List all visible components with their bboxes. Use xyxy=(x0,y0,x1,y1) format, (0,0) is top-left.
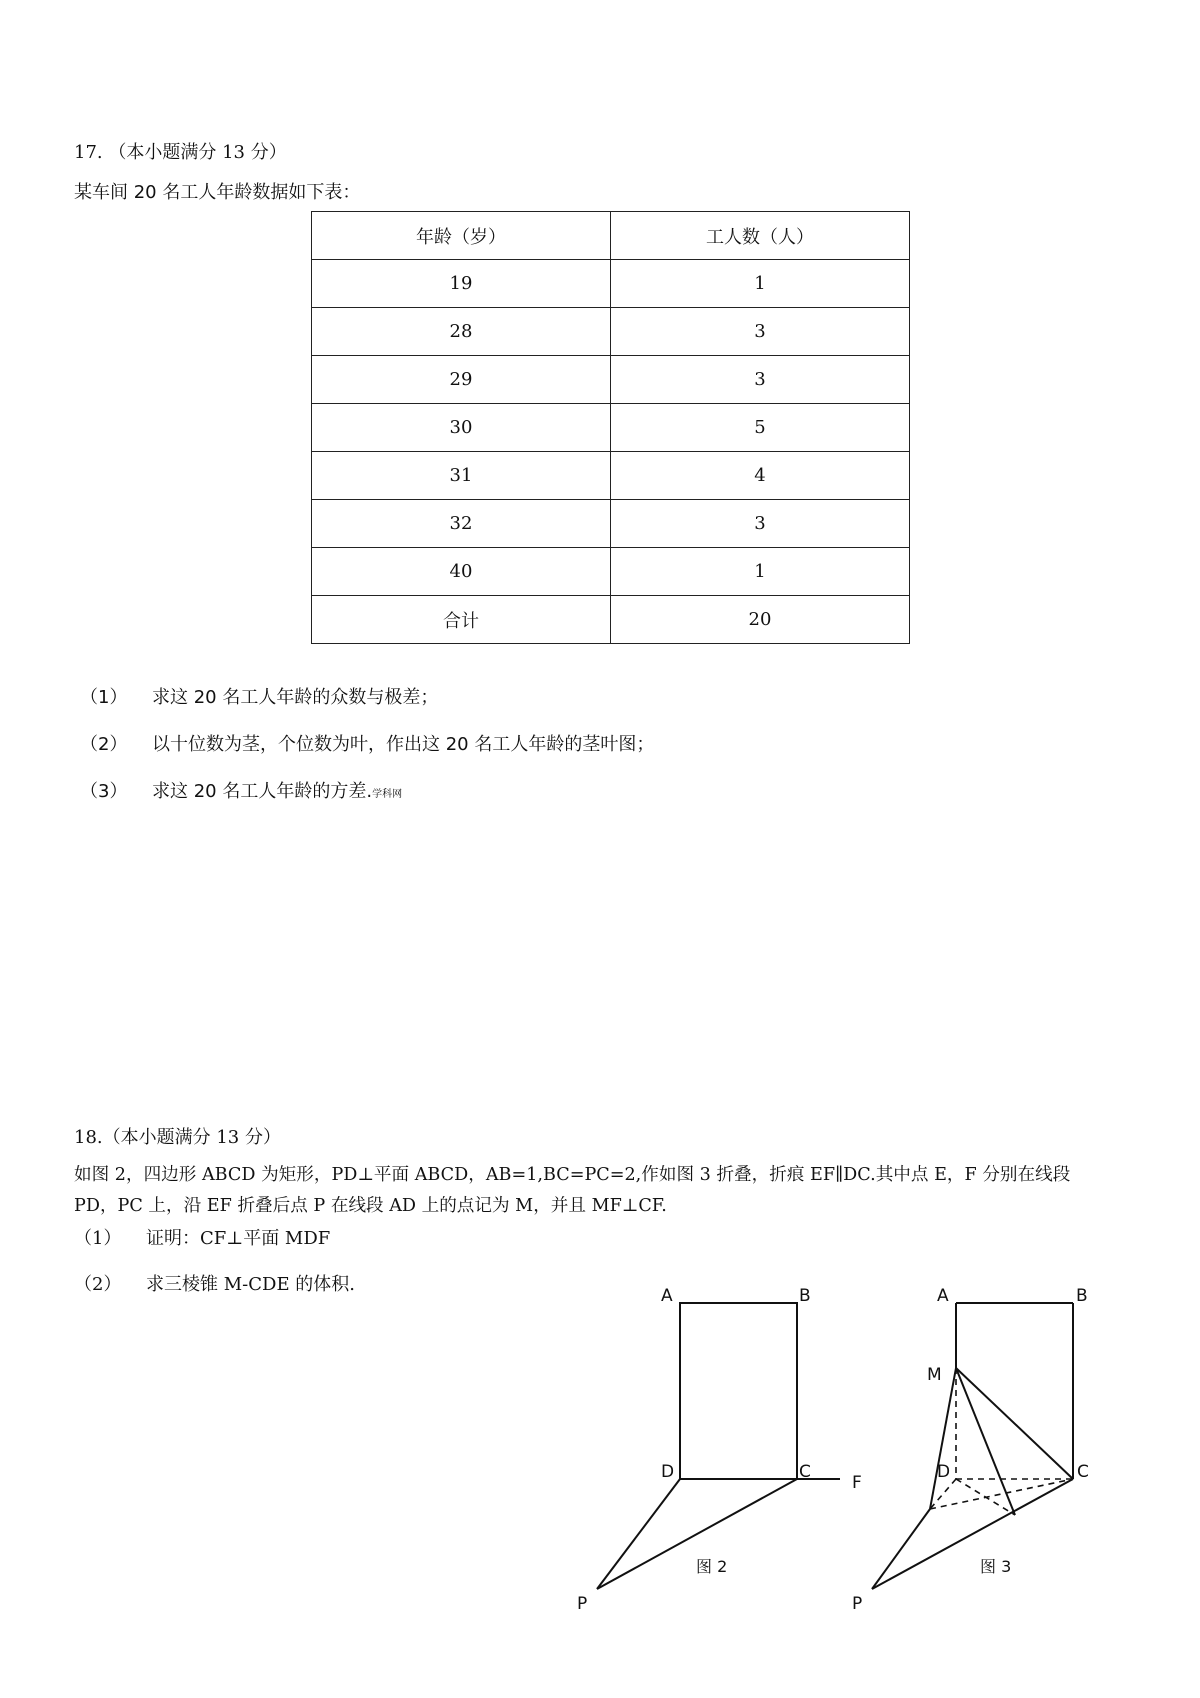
label-a: A xyxy=(661,1286,673,1306)
q17-header: 17. （本小题满分 13 分） xyxy=(74,142,287,163)
part-number: （1） xyxy=(74,1228,122,1249)
part-number: （2） xyxy=(74,1274,122,1295)
part-text: 求这 20 名工人年龄的方差. xyxy=(152,781,373,802)
line-dp xyxy=(597,1479,680,1589)
table-cell-count: 1 xyxy=(611,260,910,308)
table-header-age: 年龄（岁） xyxy=(312,212,611,260)
label-m: M xyxy=(927,1365,942,1385)
label-d: D xyxy=(937,1462,951,1482)
table-cell-age: 29 xyxy=(312,356,611,404)
table-cell-age: 19 xyxy=(312,260,611,308)
table-cell-age: 31 xyxy=(312,452,611,500)
line-ep xyxy=(872,1509,930,1589)
table-cell-count: 3 xyxy=(611,356,910,404)
table-cell-count: 3 xyxy=(611,500,910,548)
table-cell-age: 30 xyxy=(312,404,611,452)
label-p: P xyxy=(577,1594,588,1614)
figure-3-labels xyxy=(852,1286,1089,1614)
figure-2-caption: 图 2 xyxy=(696,1557,728,1576)
rectangle-abcd xyxy=(680,1303,797,1479)
table-cell-age: 28 xyxy=(312,308,611,356)
figure-3 xyxy=(872,1303,1073,1589)
watermark-text: 学科网 xyxy=(372,789,403,800)
label-c: C xyxy=(799,1462,811,1482)
part-number: （2） xyxy=(80,734,128,755)
label-d: D xyxy=(661,1462,675,1482)
q18-statement-line1: 如图 2，四边形 ABCD 为矩形，PD⊥平面 ABCD，AB=1,BC=PC=2,作如图 3 折叠，折痕 EF∥DC.其中点 E，F 分别在线段 xyxy=(74,1165,1071,1185)
table-cell-total-value: 20 xyxy=(611,596,910,644)
label-b: B xyxy=(1076,1286,1088,1306)
q18-statement-line2: PD，PC 上，沿 EF 折叠后点 P 在线段 AD 上的点记为 M，并且 MF⊥CF. xyxy=(74,1196,667,1216)
figure-2 xyxy=(597,1303,840,1589)
label-a: A xyxy=(937,1286,949,1306)
part-text: 求三棱锥 M-CDE 的体积. xyxy=(146,1274,356,1295)
label-f: F xyxy=(852,1473,862,1493)
q18-header: 18.（本小题满分 13 分） xyxy=(74,1127,281,1148)
line-mc xyxy=(956,1368,1073,1479)
figure-2-labels xyxy=(577,1286,862,1614)
part-number: （3） xyxy=(80,781,128,802)
q17-intro: 某车间 20 名工人年龄数据如下表： xyxy=(74,182,361,203)
table-cell-count: 4 xyxy=(611,452,910,500)
table-cell-count: 3 xyxy=(611,308,910,356)
part-text: 证明：CF⊥平面 MDF xyxy=(146,1228,331,1249)
table-cell-age: 40 xyxy=(312,548,611,596)
table-cell-age: 32 xyxy=(312,500,611,548)
part-text: 求这 20 名工人年龄的众数与极差； xyxy=(152,687,439,708)
label-p: P xyxy=(852,1594,863,1614)
label-c: C xyxy=(1077,1462,1089,1482)
line-me xyxy=(930,1368,956,1509)
table-cell-count: 5 xyxy=(611,404,910,452)
figure-3-caption: 图 3 xyxy=(980,1557,1012,1576)
table-header-count: 工人数（人） xyxy=(611,212,910,260)
part-number: （1） xyxy=(80,687,128,708)
line-cp xyxy=(872,1479,1073,1589)
table-cell-count: 1 xyxy=(611,548,910,596)
label-b: B xyxy=(799,1286,811,1306)
table-cell-total-label: 合计 xyxy=(312,596,611,644)
part-text: 以十位数为茎，个位数为叶，作出这 20 名工人年龄的茎叶图； xyxy=(152,734,655,755)
